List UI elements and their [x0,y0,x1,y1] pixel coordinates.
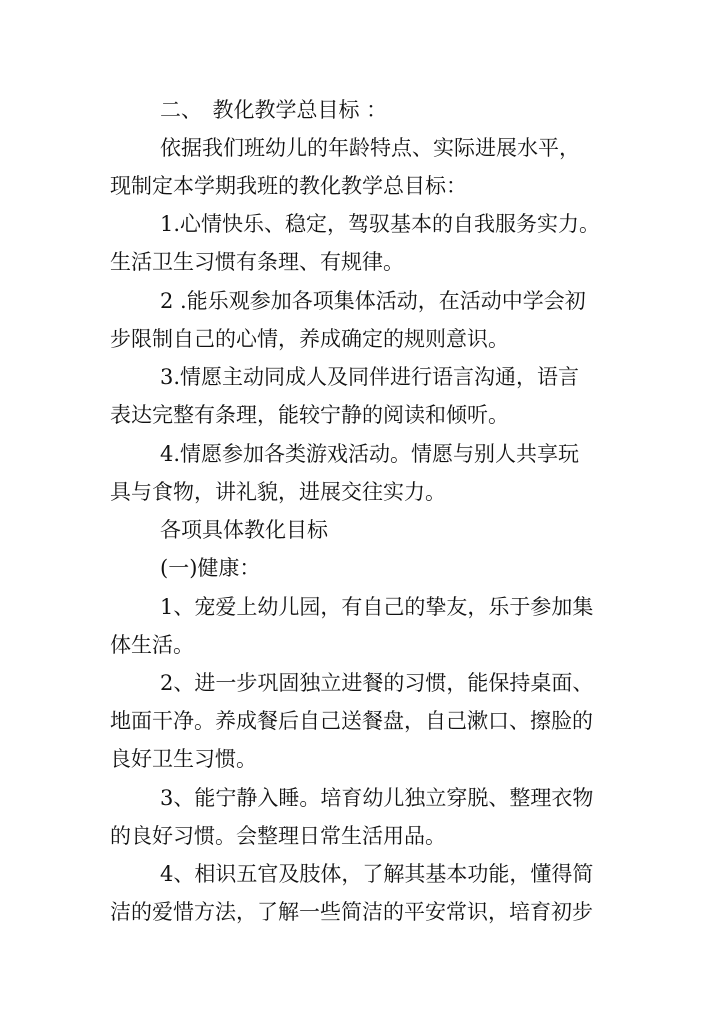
goal-item-line: 步限制自己的心情，养成确定的规则意识。 [110,327,509,351]
objective-line: 1、宠爱上幼儿园，有自己的挚友，乐于参加集 [160,595,594,619]
objective-line: 4、相识五官及肢体，了解其基本功能，懂得简 [160,862,594,886]
goal-item-line: 2 .能乐观参加各项集体活动，在活动中学会初 [160,289,586,313]
goal-item-line: 3.情愿主动同成人及同伴进行语言沟通，语言 [160,365,580,389]
subsection-heading: 各项具体教化目标 [160,518,328,542]
objective-line: 良好卫生习惯。 [110,747,257,771]
objective-line: 地面干净。养成餐后自己送餐盘，自己漱口、擦脸的 [110,709,593,733]
category-heading: (一)健康： [160,556,261,580]
goal-item-line: 4.情愿参加各类游戏活动。情愿与别人共享玩 [160,442,580,466]
section-heading: 二、 教化教学总目标 ： [160,98,388,122]
paragraph-line: 依据我们班幼儿的年龄特点、实际进展水平， [160,136,580,160]
goal-item-line: 具与食物，讲礼貌，进展交往实力。 [110,480,446,504]
objective-line: 体生活。 [110,633,194,657]
objective-line: 2、进一步巩固独立进餐的习惯，能保持桌面、 [160,671,594,695]
objective-line: 洁的爱惜方法，了解一些简洁的平安常识，培育初步 [110,900,593,924]
goal-item-line: 1.心情快乐、稳定，驾驭基本的自我服务实力。 [160,212,601,236]
objective-line: 的良好习惯。会整理日常生活用品。 [110,824,446,848]
objective-line: 3、能宁静入睡。培育幼儿独立穿脱、整理衣物 [160,786,594,810]
paragraph-line: 现制定本学期我班的教化教学总目标： [110,174,467,198]
goal-item-line: 生活卫生习惯有条理、有规律。 [110,250,404,274]
goal-item-line: 表达完整有条理，能较宁静的阅读和倾听。 [110,403,509,427]
